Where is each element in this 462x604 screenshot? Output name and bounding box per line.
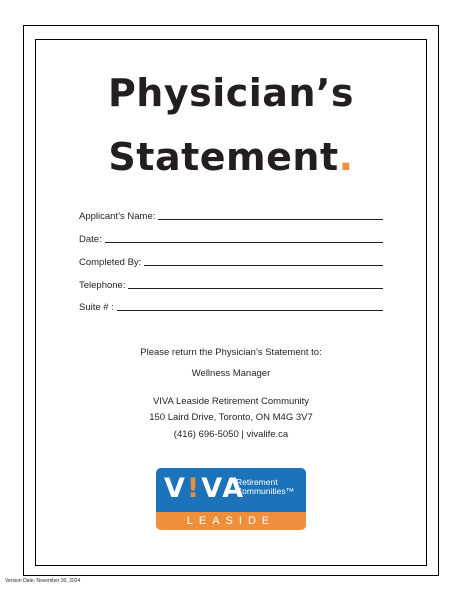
- applicant-name-field[interactable]: [79, 208, 383, 222]
- suite-field[interactable]: [79, 299, 383, 313]
- page-title-line1: Physician’s: [107, 71, 355, 115]
- recipient: Wellness Manager: [191, 368, 271, 379]
- address: 150 Laird Drive, Toronto, ON M4G 3V7: [149, 412, 313, 423]
- page-title-text: Statement: [108, 135, 339, 179]
- logo-letters-va: VA: [201, 473, 246, 504]
- telephone-field[interactable]: [79, 277, 383, 291]
- viva-logo: [156, 468, 306, 530]
- logo-location-band: LEASIDE: [156, 512, 306, 530]
- blank-line[interactable]: [144, 255, 383, 266]
- return-note: Please return the Physician’s Statement to:: [140, 347, 322, 358]
- website-link[interactable]: vivalife.ca: [246, 429, 289, 440]
- logo-sub-line2: Communities™: [236, 485, 295, 496]
- field-label: Suite # :: [79, 302, 114, 313]
- logo-wordmark: [164, 475, 245, 502]
- field-label: Date:: [79, 234, 102, 245]
- logo-subtitle: [236, 478, 294, 496]
- logo-sub-line1: Retirement: [236, 477, 278, 487]
- title-accent-dot: .: [338, 135, 354, 179]
- community-name: VIVA Leaside Retirement Community: [152, 396, 310, 407]
- page-title-line2: [35, 135, 427, 179]
- phone: (416) 696-5050: [173, 429, 239, 440]
- separator: |: [241, 429, 244, 440]
- logo-top-band: [156, 468, 306, 512]
- blank-line[interactable]: [158, 209, 383, 220]
- field-label: Telephone:: [79, 280, 126, 291]
- date-field[interactable]: [79, 231, 383, 245]
- field-label: Applicant’s Name:: [79, 211, 156, 222]
- version-date: Version Date: November 30, 2024: [5, 578, 81, 584]
- blank-line[interactable]: [105, 232, 383, 243]
- field-label: Completed By:: [79, 257, 142, 268]
- blank-line[interactable]: [117, 300, 383, 311]
- logo-exclamation: !: [186, 473, 202, 504]
- completed-by-field[interactable]: [79, 254, 383, 268]
- logo-letter-v: V: [164, 473, 187, 504]
- contact-line: [35, 429, 427, 440]
- blank-line[interactable]: [128, 278, 383, 289]
